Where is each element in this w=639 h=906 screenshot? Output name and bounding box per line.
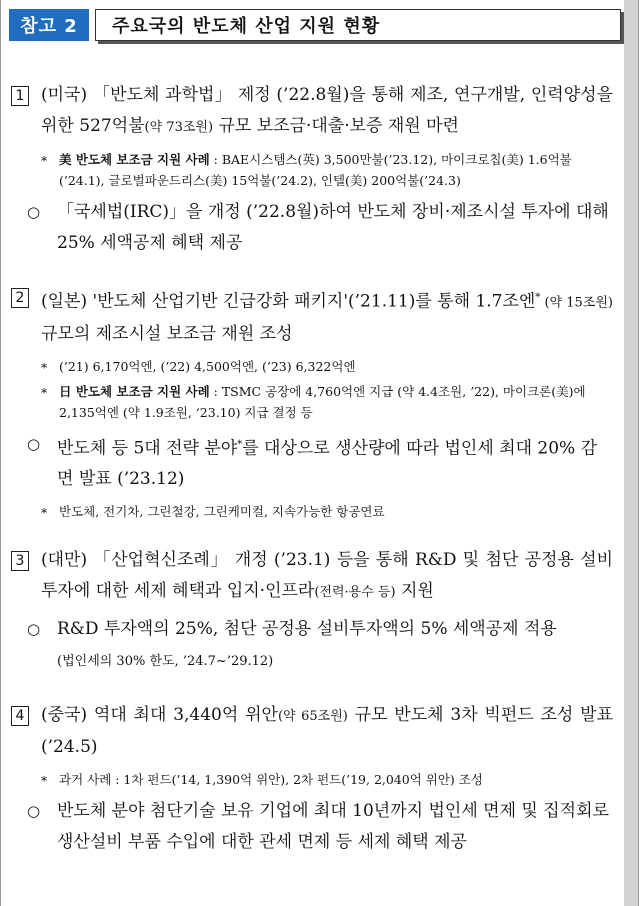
main-text: (미국) 「반도체 과학법」 제정 (’22.8월)을 통해 제조, 연구개발, 인력양성을 위한 527억불 [41,85,613,136]
asterisk-icon: * [41,505,48,521]
section-cn-main [11,700,613,763]
main-text-tail: 규모 반도체 3차 빅펀드 조성 발표 (’24.5) [41,705,613,758]
note [11,149,613,191]
ring-bullet-icon: ○ [27,802,41,821]
note-text: 반도체, 전기차, 그린철강, 그린케미컬, 지속가능한 항공연료 [59,504,385,520]
section-tw-main [11,545,613,608]
content [11,80,613,881]
bullet [11,796,613,858]
bullet-text-tail: 를 대상으로 생산량에 따라 법인세 최대 20% 감면 발표 (’23.12) [57,438,598,490]
note [11,356,613,377]
section-number: 3 [11,551,29,571]
note-label: 日 반도체 보조금 지원 사례 [59,383,210,399]
bullet-text: R&D 투자액의 25%, 첨단 공정용 설비투자액의 5% 세액공제 적용 [57,619,557,640]
bullet-text: 반도체 분야 첨단기술 보유 기업에 최대 10년까지 법인세 면제 및 집적회로 생산설비 부품 수입에 대한 관세 면제 등 세제 혜택 제공 [57,801,609,853]
note-text: : TSMC 공장에 4,760억엔 지급 (약 4.4조원, ’22), 마이크론(美)에 2,135억엔 (약 1.9조원, ‘23.10) 지급 결정 등 [59,383,586,420]
note-label: 美 반도체 보조금 지원 사례 [59,152,210,167]
section-cn [11,700,613,858]
footnote-mark: * [237,438,243,450]
main-text-tail: 지원 [395,581,434,602]
bullet [11,614,613,677]
bullet-text: 반도체 등 5대 전략 분야 [57,438,238,459]
header [9,9,621,44]
asterisk-icon: * [41,384,48,400]
note [11,501,613,522]
asterisk-icon: * [41,153,48,168]
asterisk-icon: * [41,773,48,789]
bullet [11,429,613,496]
ring-bullet-icon: ○ [27,620,41,639]
section-jp-main [11,282,613,350]
main-text: (대만) 「산업혁신조례」 개정 (’23.1) 등을 통해 R&D 및 첨단 공정용 설비 투자에 대한 세제 혜택과 입지·인프라 [41,550,613,602]
main-text-tail: 규모의 제조시설 보조금 재원 조성 [41,323,293,344]
reference-badge: 참고 2 [9,9,89,41]
main-text: (일본) '반도체 산업기반 긴급강화 패키지'(’21.11)를 통해 1.7조엔 [41,291,536,312]
note-text: (’21) 6,170억엔, (’22) 4,500억엔, (’23) 6,322억엔 [59,358,356,374]
page-title: 주요국의 반도체 산업 지원 현황 [95,9,621,41]
ring-bullet-icon: ○ [27,203,41,221]
note [11,769,613,790]
main-paren: (전력·용수 등) [314,585,396,601]
main-paren: (약 15조원) [540,295,613,311]
section-jp [11,282,613,522]
section-tw [11,545,613,677]
note-text: 과거 사례 : 1차 펀드(’14, 1,390억 위안), 2차 펀드(’19, 2,040억 위안) 조성 [59,772,483,788]
main-text: (중국) 역대 최대 3,440억 위안 [41,705,278,726]
section-number: 1 [11,86,29,106]
bullet-paren: (법인세의 30% 한도, ’24.7~’29.12) [57,654,274,670]
main-paren: (약 65조원) [277,709,348,725]
bullet-text: 「국세법(IRC)」을 개정 (’22.8월)하여 반도체 장비·제조시설 투자에 대해 25% 세액공제 혜택 제공 [57,202,609,253]
section-number: 4 [11,706,29,726]
main-text-tail: 규모 보조금·대출·보증 재원 마련 [213,116,459,136]
bullet [11,197,613,259]
ring-bullet-icon: ○ [27,434,41,453]
main-paren: (약 73조원) [144,120,214,135]
section-number: 2 [11,288,29,308]
section-us [11,80,613,259]
note-text: : BAE시스템스(英) 3,500만불(’23.12), 마이크로칩(美) 1.6억불(’24.1), 글로벌파운드리스(美) 15억불(’24.2), 인텔(美) 200억불(’24.3) [59,152,572,188]
note [11,381,613,423]
section-us-main [11,80,613,143]
footnote-mark: * [535,292,541,303]
asterisk-icon: * [41,359,48,375]
